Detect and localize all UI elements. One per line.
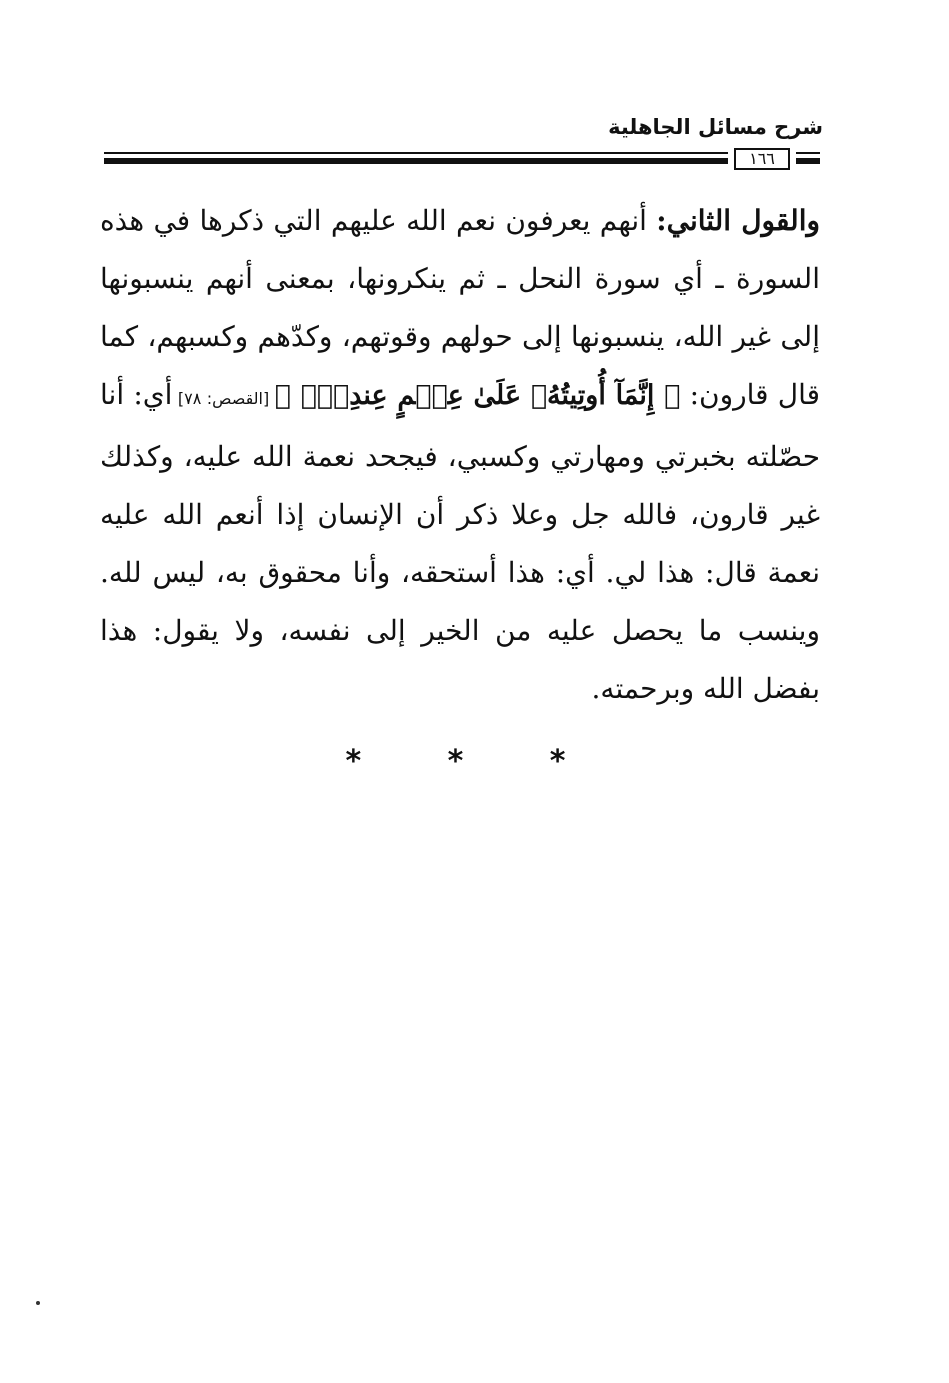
page-number: ١٦٦ [734,148,790,170]
paragraph-text-2: أي: أنا حصّلته بخبرتي ومهارتي وكسبي، فيجحد نعمة الله عليه، وكذلك غير قارون، فالله جل وعلا ذكر أن الإنسان إذا أنعم الله عليه نعمة قال: هذا لي. أي: هذا أستحقه، وأنا محقوق به، ليس لله. وينسب ما يحصل عليه من الخير إلى نفسه، ولا يقول: هذا بفضل الله وبرحمته. [100,378,820,705]
running-title: شرح مسائل الجاهلية [608,115,823,139]
scan-speck [36,1301,40,1305]
paragraph-text-1: أنهم يعرفون نعم الله عليهم التي ذكرها في هذه السورة ـ أي سورة النحل ـ ثم ينكرونها، بمعنى أنهم ينسبونها إلى غير الله، ينسبونها إلى حولهم وقوتهم، وكدّهم وكسبهم، كما قال قارون: [100,204,821,411]
header-rule-thick-line [104,158,728,164]
quran-quote: ﴿ إِنَّمَآ أُوتِيتُهُۥ عَلَىٰ عِلۡمٍ عِندِيٓۚ ﴾ [274,380,681,411]
header-rule-thin-line [104,152,728,154]
header-rule-short-thin-line [796,152,820,154]
section-separator: * * * [345,744,604,779]
header-rule [104,148,820,172]
paragraph-lead: والقول الثاني: [656,204,821,237]
body-paragraph [100,192,820,718]
quran-reference: [القصص: ٧٨] [172,389,275,408]
header-rule-short-thick-line [796,158,820,164]
